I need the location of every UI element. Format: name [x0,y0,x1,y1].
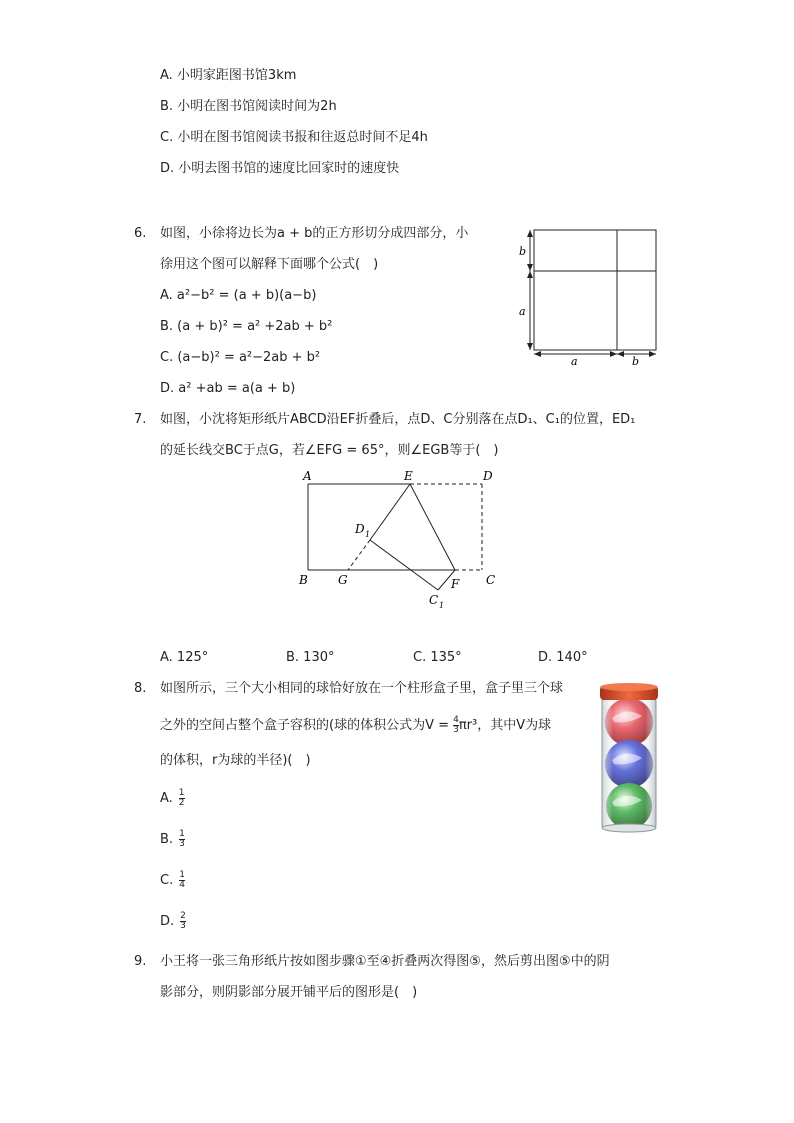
q8-stem-fraction-numerator: 4 [453,715,459,725]
q6-arrow-left-icon [534,351,541,357]
q8-number: 8. [134,681,147,696]
q8-option-c-fraction [179,871,185,890]
q6-option-d: D. a² +ab = a(a + b) [160,381,296,396]
q7-label-C1-subscript: 1 [439,601,445,610]
q7-label-D1-subscript: 1 [365,530,371,539]
q5-option-c: C. 小明在图书馆阅读书报和往返总时间不足4h [160,130,428,145]
q7-option-c: C. 135° [413,650,462,665]
q7-edge-ED1 [370,484,410,540]
q8-option-b-fraction [179,830,185,849]
q8-option-c-denominator: 4 [179,880,185,890]
q6-option-c: C. (a−b)² = a²−2ab + b² [160,350,321,365]
q9-stem-line1: 小王将一张三角形纸片按如图步骤①至④折叠两次得图⑤，然后剪出图⑤中的阴 [160,954,610,969]
cylinder-base [602,824,656,832]
q6-arrow-right-icon [610,351,617,357]
q9-number: 9. [134,954,147,969]
q8-option-a-denominator: 2 [178,798,185,808]
q6-arrow-up-icon [527,271,533,278]
q7-number: 7. [134,412,147,427]
q8-option-d-denominator: 3 [180,921,186,931]
q8-option-a [160,788,185,810]
q9-stem-line2: 影部分，则阴影部分展开铺平后的图形是( ) [160,985,418,1000]
q6-arrow-right-icon [649,351,656,357]
q8-stem-fraction-denominator: 3 [453,725,459,735]
q5-option-a: A. 小明家距图书馆3km [160,68,297,83]
cylinder-lid-top [600,683,658,691]
q6-number: 6. [134,226,147,241]
q8-stem-line3: 的体积，r为球的半径)( ) [160,753,311,768]
q8-option-d-fraction [180,912,186,931]
q6-label-b-left: b [519,245,527,258]
q8-option-b [160,829,185,851]
q6-label-b-bottom: b [632,355,640,368]
q6-label-a-left: a [519,305,526,318]
q8-option-d-numerator: 2 [180,911,186,921]
q7-option-d: D. 140° [538,650,588,665]
q8-cylinder-illustration [596,682,662,834]
q8-option-b-label: B. [160,832,174,847]
q8-option-d [160,911,186,933]
q6-option-b: B. (a + b)² = a² +2ab + b² [160,319,333,334]
q7-fold-figure [290,462,510,617]
q8-option-a-numerator: 1 [178,788,185,798]
q7-label-D: D [483,469,493,483]
q8-stem-line1: 如图所示，三个大小相同的球恰好放在一个柱形盒子里，盒子里三个球 [160,681,564,696]
q8-option-b-numerator: 1 [179,829,185,839]
q7-label-D1: D [355,522,365,536]
q8-stem-line2-part1: 之外的空间占整个盒子容积的(球的体积公式为V = [160,718,454,733]
q6-outer-square [534,230,656,350]
q6-label-a-bottom: a [571,355,578,368]
q8-option-b-denominator: 3 [179,839,185,849]
q6-arrow-down-icon [527,264,533,271]
q7-label-C: C [486,573,496,587]
q7-fold-EF [410,484,455,570]
q8-stem-line2-part2: πr³，其中V为球 [458,718,552,733]
q7-stem-line2: 的延长线交BC于点G，若∠EFG = 65°，则∠EGB等于( ) [160,443,499,458]
q7-label-E: E [404,469,413,483]
q8-option-d-label: D. [160,914,175,929]
q8-option-c-label: C. [160,873,174,888]
q5-option-b: B. 小明在图书馆阅读时间为2h [160,99,337,114]
q7-extension-D1G-dashed [348,540,370,570]
q6-stem-line2: 徐用这个图可以解释下面哪个公式( ) [160,257,379,272]
q5-option-d: D. 小明去图书馆的速度比回家时的速度快 [160,161,400,176]
q6-square-figure [510,222,670,372]
q6-arrow-left-icon [617,351,624,357]
q6-stem-line1: 如图，小徐将边长为a + b的正方形切分成四部分，小 [160,226,469,241]
q8-stem-line2 [160,716,551,735]
q7-label-F: F [451,577,460,591]
q7-option-b: B. 130° [286,650,335,665]
q7-option-a: A. 125° [160,650,209,665]
q6-arrow-up-icon [527,230,533,237]
q8-option-c-numerator: 1 [179,870,185,880]
q7-edge-D1C1 [370,540,438,590]
q7-label-A: A [303,469,312,483]
q7-label-B: B [299,573,308,587]
q8-option-c [160,870,185,892]
q7-label-G: G [338,573,348,587]
q8-option-a-label: A. [160,791,173,806]
q6-arrow-down-icon [527,343,533,350]
q7-label-C1: C [429,593,439,607]
q6-option-a: A. a²−b² = (a + b)(a−b) [160,288,317,303]
q7-stem-line1: 如图，小沈将矩形纸片ABCD沿EF折叠后，点D、C分别落在点D₁、C₁的位置，ED₁ [160,412,636,427]
q8-option-a-fraction [179,789,185,808]
cylinder-glass [602,696,656,830]
